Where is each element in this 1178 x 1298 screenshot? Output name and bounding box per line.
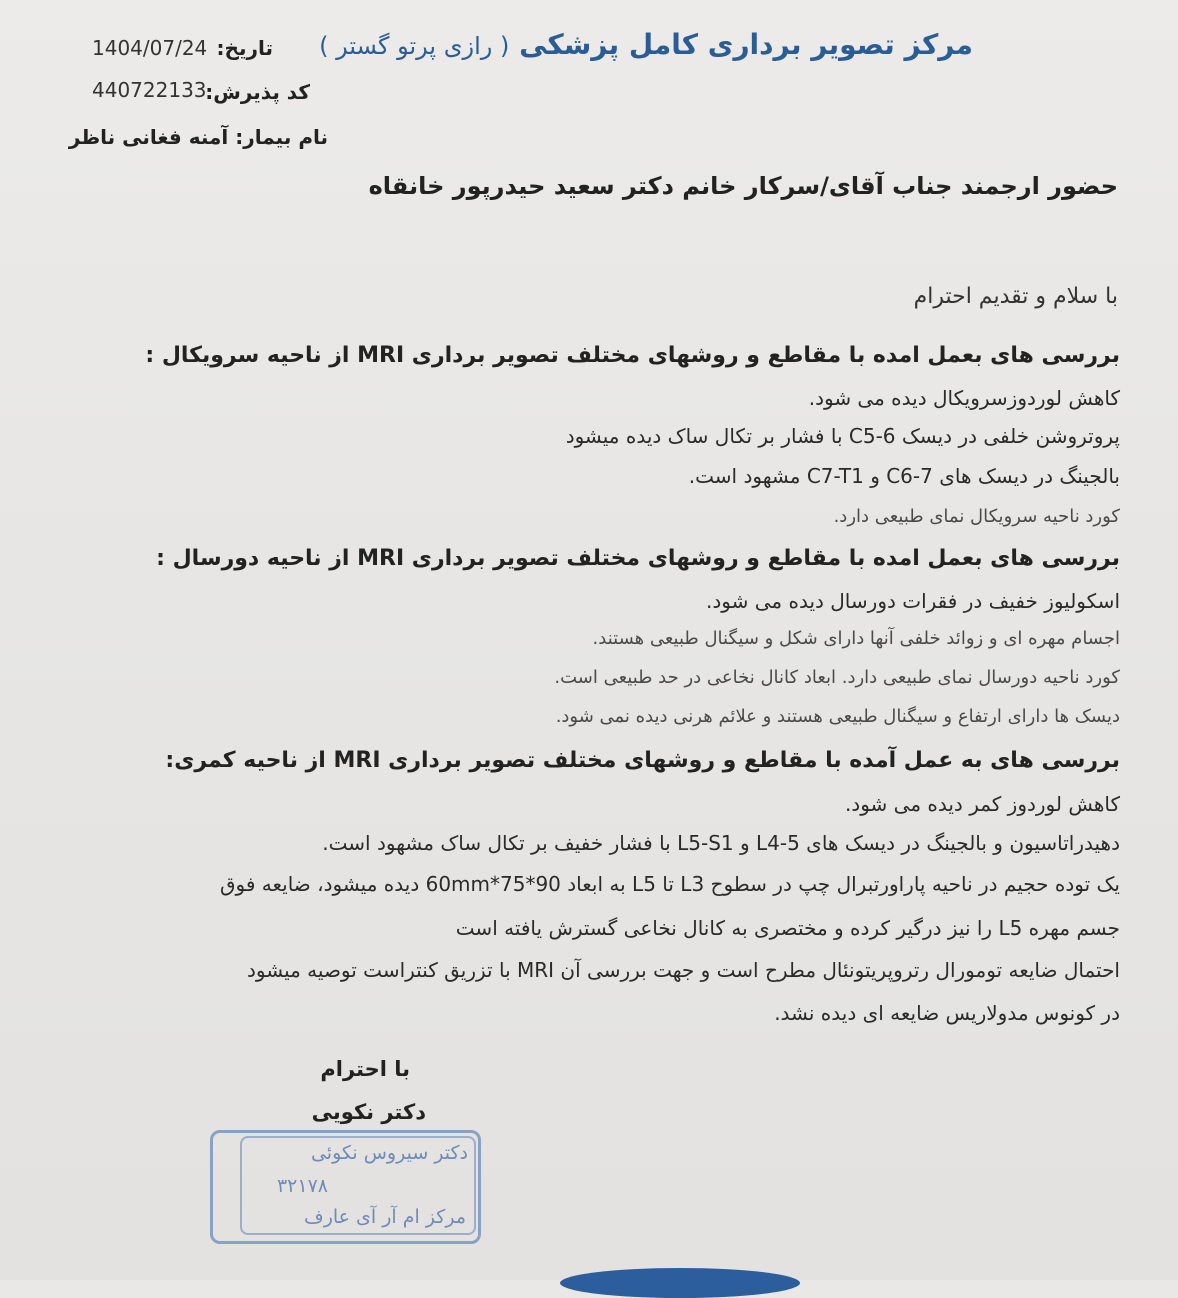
report-line: یک توده حجیم در ناحیه پاراورتبرال چپ در سطوح L3 تا L5 به ابعاد 60mm*75*90 دیده میشود، ضایعه فوق [220, 872, 1120, 896]
doctor-name: دکتر نکویی [311, 1100, 426, 1124]
report-line: جسم مهره L5 را نیز درگیر کرده و مختصری به کانال نخاعی گسترش یافته است [455, 916, 1120, 940]
stamp-center-name: مرکز ام آر آی عارف [304, 1206, 466, 1228]
section-heading-dorsal: بررسی های بعمل امده با مقاطع و روشهای مختلف تصویر برداری MRI از ناحیه دورسال : [156, 546, 1120, 571]
admission-code-label: کد پذیرش: [205, 80, 310, 104]
footer-logo-arc [560, 1268, 800, 1298]
stamp-license-number: ۳۲۱۷۸ [276, 1175, 328, 1197]
report-line: کاهش لوردوزسرویکال دیده می شود. [808, 386, 1120, 410]
patient-name-value: آمنه فغانی ناظر [68, 125, 229, 149]
addressee: حضور ارجمند جناب آقای/سرکار خانم دکتر سعید حیدرپور خانقاه [368, 172, 1118, 200]
report-line: دهیدراتاسیون و بالجینگ در دیسک های L4-5 و L5-S1 با فشار خفیف بر تکال ساک مشهود است. [322, 831, 1120, 855]
report-line: دیسک ها دارای ارتفاع و سیگنال طبیعی هستند و علائم هرنی دیده نمی شود. [555, 706, 1120, 727]
report-line: اسکولیوز خفیف در فقرات دورسال دیده می شود. [706, 589, 1120, 613]
report-line: در کونوس مدولاریس ضایعه ای دیده نشد. [774, 1001, 1120, 1025]
date-label: تاریخ: [216, 36, 273, 60]
report-line: احتمال ضایعه تومورال رتروپریتونئال مطرح است و جهت بررسی آن MRI با تزریق کنتراست توصیه میشود [247, 958, 1120, 982]
stamp-doctor-name: دکتر سیروس نکوئی [310, 1142, 468, 1164]
center-name: مرکز تصویر برداری کامل پزشکی ( رازی پرتو گستر ) [319, 28, 973, 61]
report-line: کورد ناحیه سرویکال نمای طبیعی دارد. [833, 506, 1120, 527]
report-line: کورد ناحیه دورسال نمای طبیعی دارد. ابعاد کانال نخاعی در حد طبیعی است. [554, 667, 1120, 688]
section-heading-cervical: بررسی های بعمل امده با مقاطع و روشهای مختلف تصویر برداری MRI از ناحیه سرویکال : [145, 343, 1120, 368]
section-heading-lumbar: بررسی های به عمل آمده با مقاطع و روشهای مختلف تصویر برداری MRI از ناحیه کمری: [165, 748, 1120, 773]
report-line: بالجینگ در دیسک های C6-7 و C7-T1 مشهود است. [688, 464, 1120, 488]
date-value: 1404/07/24 [92, 36, 208, 60]
center-subtitle: ( رازی پرتو گستر ) [319, 32, 510, 60]
report-line: کاهش لوردوز کمر دیده می شود. [844, 792, 1120, 816]
patient-name [69, 125, 328, 149]
admission-code-value: 440722133 [92, 78, 207, 102]
report-line: پروتروشن خلفی در دیسک C5-6 با فشار بر تکال ساک دیده میشود [565, 424, 1120, 448]
closing: با احترام [320, 1057, 410, 1081]
patient-label: نام بیمار: [235, 125, 328, 149]
greeting: با سلام و تقدیم احترام [913, 284, 1118, 309]
report-line: اجسام مهره ای و زوائد خلفی آنها دارای شکل و سیگنال طبیعی هستند. [592, 628, 1120, 649]
